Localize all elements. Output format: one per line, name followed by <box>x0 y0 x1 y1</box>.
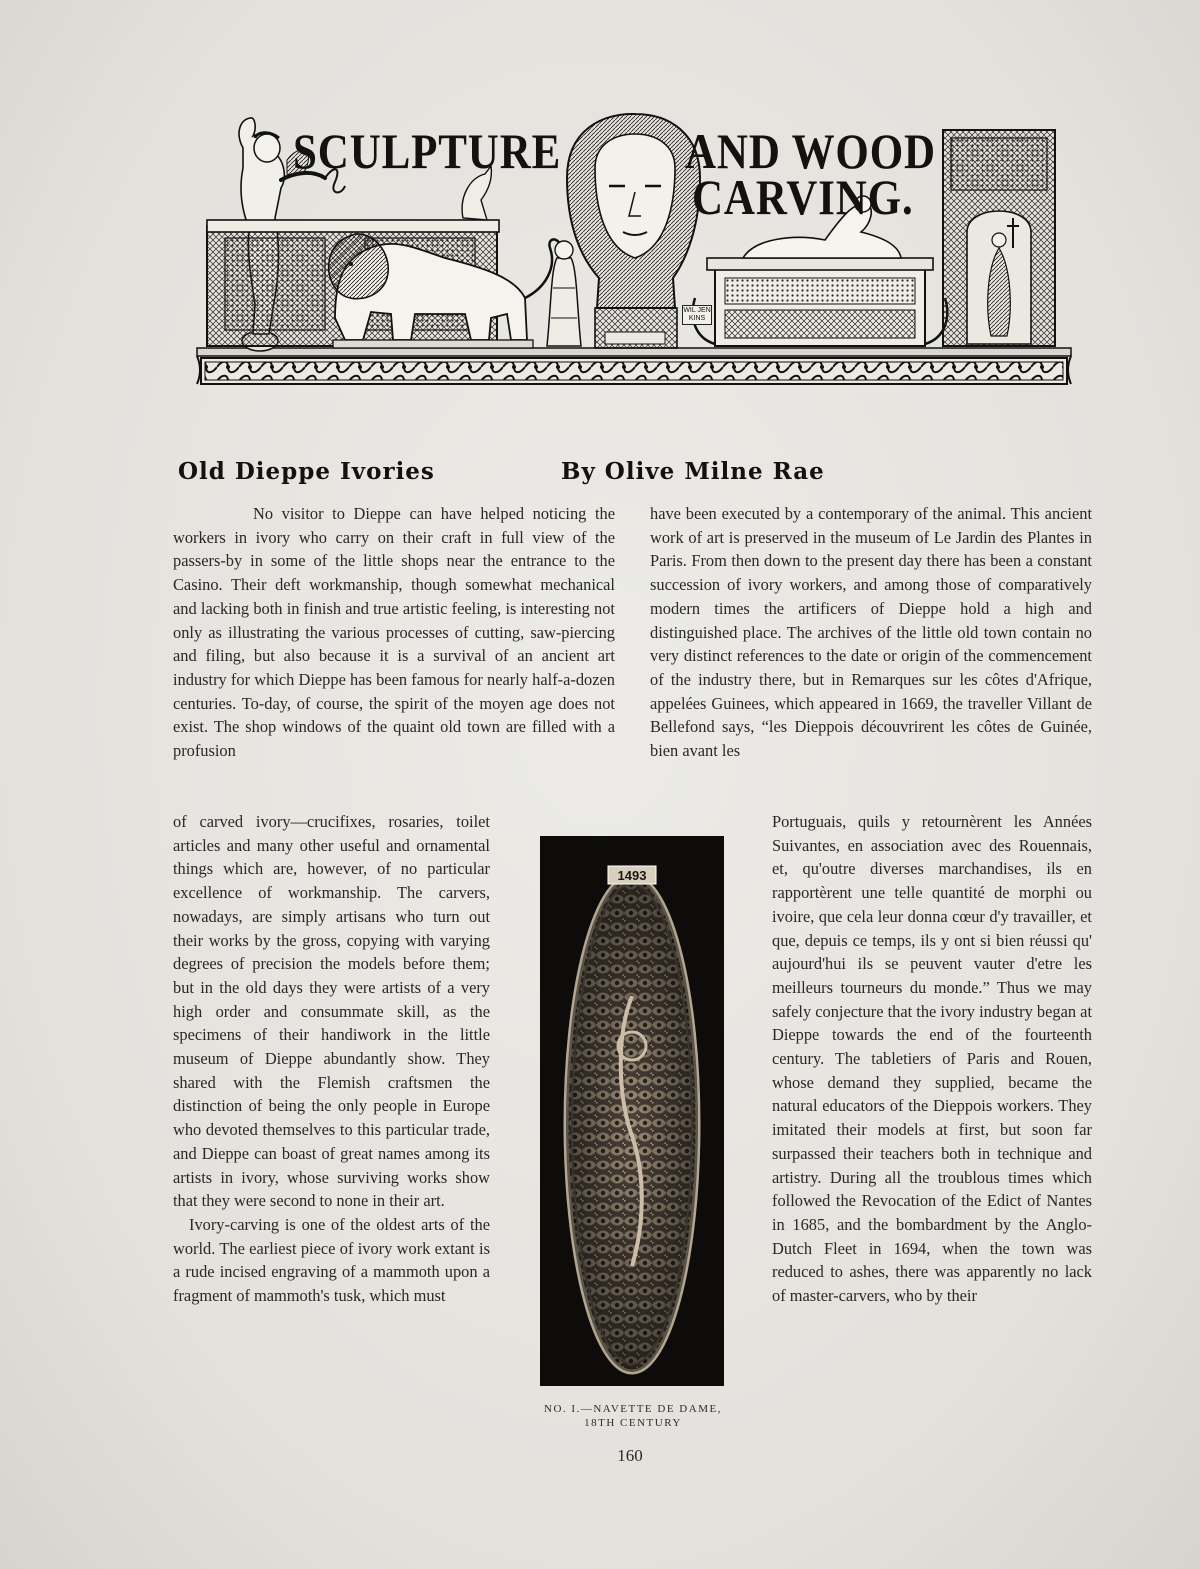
page-number: 160 <box>617 1446 643 1465</box>
paragraph: have been executed by a contemporary of the animal. This ancient work of art is preserved in the museum of Le Jardin des Plantes in Paris. From then down to the present day there has been a constant succession of ivory workers, and among those of comparatively modern times the artificers of Dieppe hold a high and distinguished place. The archives of the little old town contain no very distinct references to the date or origin of the commencement of the industry there, but in Remarques sur les côtes d'Afrique, appelées Guinees, which appeared in 1669, the traveller Villant de Bellefond says, “les Dieppois découvrirent les côtes de Guinée, bien avant les <box>650 504 1092 761</box>
left-column-top <box>173 502 615 763</box>
banner-word-and-wood: AND WOOD <box>685 123 936 179</box>
paragraph: of carved ivory—crucifixes, rosaries, toilet articles and many other useful and ornamental things which are, however, of no particular excellence of workmanship. The carvers, nowadays, are simply artisans who turn out their works by the gross, copying with varying degrees of precision the models before them; but in the old days they were artists of a very high order and consummate skill, as the specimens of their handiwork in the little museum of Dieppe abundantly show. They shared with the Flemish craftsmen the distinction of being the only people in Europe who devoted themselves to this particular trade, and Dieppe can boast of great names among its artists in ivory, whose surviving works show that they were second to none in their art. <box>173 812 490 1211</box>
ivory-navette-photo <box>540 836 724 1386</box>
caption-line: 18TH CENTURY <box>584 1417 682 1429</box>
illustrator-signature: WIL JEN KINS <box>682 305 712 325</box>
left-column-bottom <box>173 810 490 1308</box>
banner-word-carving: CARVING. <box>692 169 914 225</box>
navette-illustration <box>540 836 724 1386</box>
header-banner <box>195 108 1075 388</box>
article-byline: By Olive Milne Rae <box>561 458 825 485</box>
paragraph: Portuguais, quils y retournèrent les Années Suivantes, en association avec des Rouennais, et, qu'outre diverses marchandises, ils en rapportèrent une telle quantité de morphi ou ivoire, que cela leur donna cœur d'y travailler, et que, depuis ce temps, ils y ont si bien réussi qu' aujourd'hui ils se peuvent vauter d'etre les meilleurs tourneurs du monde.” Thus we may safely conjecture that the ivory industry began at Dieppe towards the end of the fourteenth century. The tabletiers of Paris and Rouen, whose demand they supplied, became the natural educators of the Dieppois workers. They imitated their models at first, but soon far surpassed their teachers both in technique and artistry. During all the troublous times which followed the Revocation of the Edict of Nantes in 1685, and the bombardment by the Anglo-Dutch Fleet in 1694, when the town was reduced to ashes, there was apparently no lack of master-carvers, who by their <box>772 812 1092 1306</box>
right-column-bottom <box>772 810 1092 1308</box>
paragraph: Ivory-carving is one of the oldest arts of the world. The earliest piece of ivory work extant is a rude incised engraving of a mammoth upon a fragment of mammoth's tusk, which must <box>173 1214 490 1306</box>
classical-bust-figure <box>567 114 700 348</box>
caption-line: NO. I.—NAVETTE DE DAME, <box>544 1403 722 1415</box>
figure-tag: 1493 <box>617 868 647 883</box>
paragraph: No visitor to Dieppe can have helped noticing the workers in ivory who carry on their craft in full view of the passers-by in some of the little shops near the entrance to the Casino. Their deft workmanship, though somewhat mechanical and lacking both in finish and true artistic feeling, is interesting not only as illustrating the various processes of cutting, saw-piercing and filing, but also because it is a survival of an ancient art industry for which Dieppe has been famous for nearly half-a-dozen centuries. To-day, of course, the spirit of the moyen age does not exist. The shop windows of the quaint old town are filled with a profusion <box>173 504 615 761</box>
figure-caption <box>518 1402 748 1430</box>
article-title: Old Dieppe Ivories <box>178 458 435 485</box>
banner-word-sculpture: SCULPTURE <box>293 123 562 179</box>
right-column-top <box>650 502 1092 763</box>
carved-panel-figure <box>943 130 1055 346</box>
